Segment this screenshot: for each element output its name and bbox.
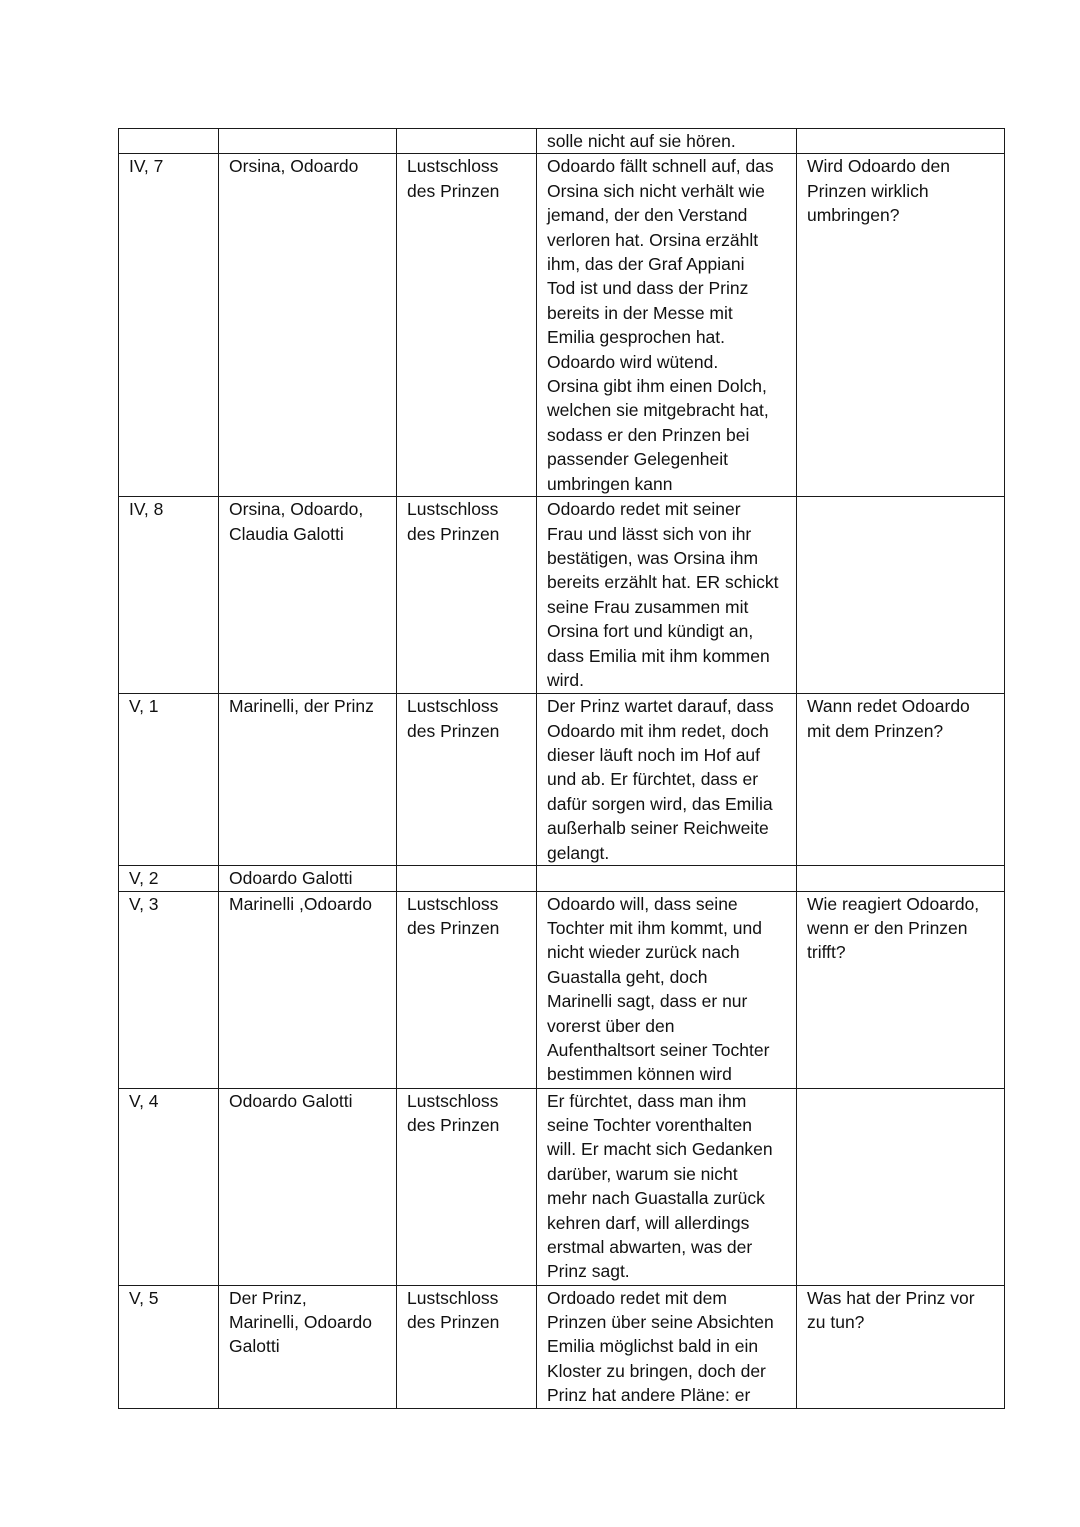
question-cell [797, 129, 1005, 154]
persons-cell: Odoardo Galotti [219, 866, 397, 891]
question-cell: Was hat der Prinz vor zu tun? [797, 1285, 1005, 1408]
place-cell: Lustschloss des Prinzen [397, 891, 537, 1088]
table-row [119, 1285, 1005, 1408]
scene-cell [119, 129, 219, 154]
content-cell: Odoardo fällt schnell auf, das Orsina sich nicht verhält wie jemand, der den Verstand verloren hat. Orsina erzählt ihm, das der Graf Appiani Tod ist und dass der Prinz bereits in der Messe mit Emilia gesprochen hat. Odoardo wird wütend. Orsina gibt ihm einen Dolch, welchen sie mitgebracht hat, sodass er den Prinzen bei passender Gelegenheit umbringen kann [537, 154, 797, 497]
content-cell: Ordoado redet mit dem Prinzen über seine Absichten Emilia möglichst bald in ein Kloster zu bringen, doch der Prinz hat andere Pläne: er [537, 1285, 797, 1408]
question-cell: Wann redet Odoardo mit dem Prinzen? [797, 694, 1005, 866]
scene-cell: IV, 8 [119, 497, 219, 694]
table-row [119, 1088, 1005, 1285]
content-cell: Odoardo redet mit seiner Frau und lässt sich von ihr bestätigen, was Orsina ihm bereits erzählt hat. ER schickt seine Frau zusammen mit Orsina fort und kündigt an, dass Emilia mit ihm kommen wird. [537, 497, 797, 694]
scene-cell: V, 3 [119, 891, 219, 1088]
content-cell: Er fürchtet, dass man ihm seine Tochter vorenthalten will. Er macht sich Gedanken darüber, warum sie nicht mehr nach Guastalla zurück kehren darf, will allerdings erstmal abwarten, was der Prinz sagt. [537, 1088, 797, 1285]
persons-cell: Marinelli ,Odoardo [219, 891, 397, 1088]
scene-table [118, 128, 1005, 1409]
question-cell: Wie reagiert Odoardo, wenn er den Prinzen trifft? [797, 891, 1005, 1088]
place-cell [397, 866, 537, 891]
persons-cell: Orsina, Odoardo [219, 154, 397, 497]
place-cell: Lustschloss des Prinzen [397, 1088, 537, 1285]
content-cell: Der Prinz wartet darauf, dass Odoardo mit ihm redet, doch dieser läuft noch im Hof auf und ab. Er fürchtet, dass er dafür sorgen wird, das Emilia außerhalb seiner Reichweite gelangt. [537, 694, 797, 866]
table-row [119, 694, 1005, 866]
table-row [119, 129, 1005, 154]
content-cell: Odoardo will, dass seine Tochter mit ihm kommt, und nicht wieder zurück nach Guastalla geht, doch Marinelli sagt, dass er nur vorerst über den Aufenthaltsort seiner Tochter bestimmen können wird [537, 891, 797, 1088]
scene-cell: V, 4 [119, 1088, 219, 1285]
persons-cell: Der Prinz, Marinelli, Odoardo Galotti [219, 1285, 397, 1408]
place-cell: Lustschloss des Prinzen [397, 154, 537, 497]
persons-cell: Odoardo Galotti [219, 1088, 397, 1285]
scene-cell: V, 1 [119, 694, 219, 866]
place-cell: Lustschloss des Prinzen [397, 497, 537, 694]
persons-cell: Orsina, Odoardo, Claudia Galotti [219, 497, 397, 694]
table-row [119, 154, 1005, 497]
place-cell [397, 129, 537, 154]
table-row [119, 866, 1005, 891]
place-cell: Lustschloss des Prinzen [397, 694, 537, 866]
scene-cell: V, 2 [119, 866, 219, 891]
persons-cell: Marinelli, der Prinz [219, 694, 397, 866]
persons-cell [219, 129, 397, 154]
content-cell: solle nicht auf sie hören. [537, 129, 797, 154]
question-cell [797, 1088, 1005, 1285]
question-cell [797, 866, 1005, 891]
place-cell: Lustschloss des Prinzen [397, 1285, 537, 1408]
table-row [119, 497, 1005, 694]
scene-cell: V, 5 [119, 1285, 219, 1408]
table-row [119, 891, 1005, 1088]
scene-cell: IV, 7 [119, 154, 219, 497]
content-cell [537, 866, 797, 891]
question-cell [797, 497, 1005, 694]
question-cell: Wird Odoardo den Prinzen wirklich umbringen? [797, 154, 1005, 497]
